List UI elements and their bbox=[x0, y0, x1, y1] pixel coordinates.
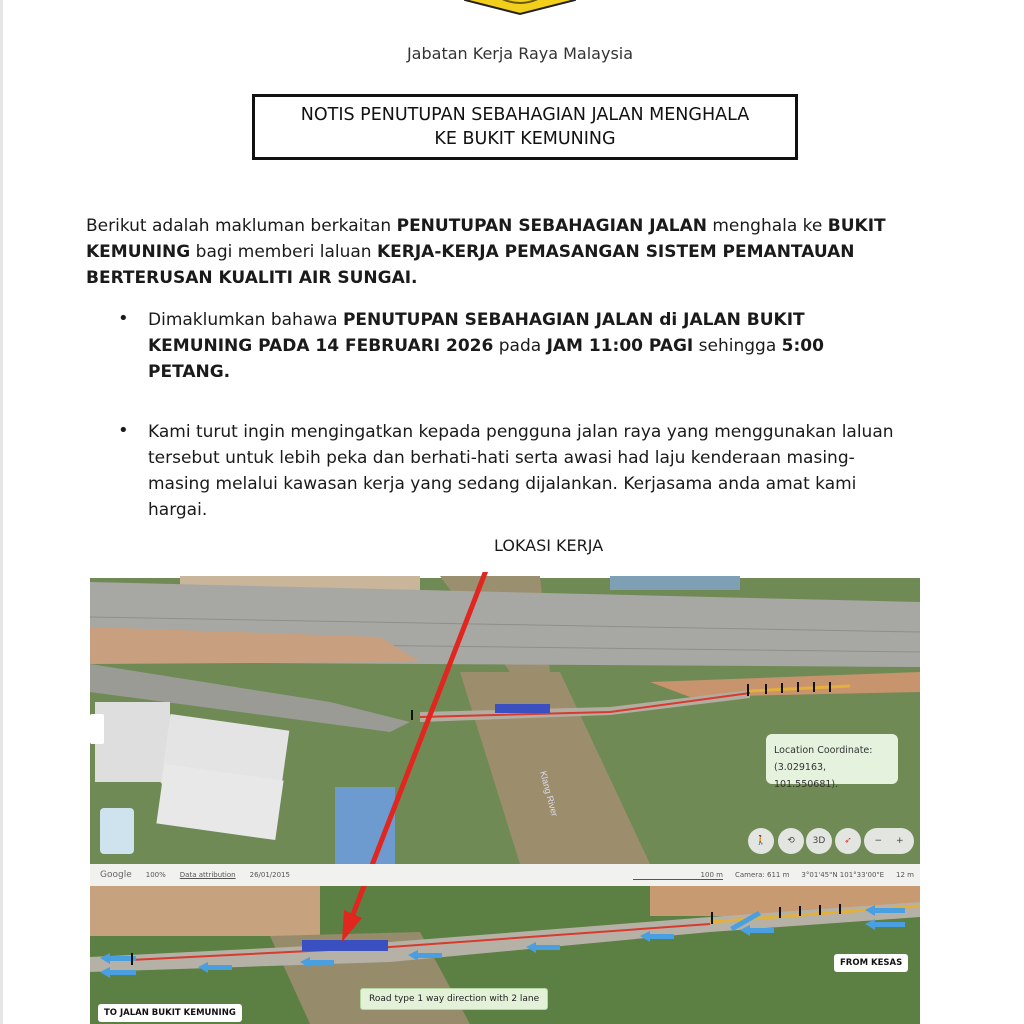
rotate-icon: ⟲ bbox=[787, 836, 795, 846]
scale-bar: 100 m bbox=[633, 871, 723, 880]
zoom-in-button[interactable]: + bbox=[896, 836, 904, 846]
agency-name: Jabatan Kerja Raya Malaysia bbox=[406, 44, 634, 63]
river-label: Klang River bbox=[538, 769, 560, 818]
bullet-reminder: Kami turut ingin mengingatkan kepada pengguna jalan raya yang menggunakan laluan tersebut untuk lebih peka dan berhati-hati serta awasi had laju kenderaan masing-masing melalui kawasan kerja yang sedang dijalankan. Kerjasama anda amat kami hargai. bbox=[148, 422, 894, 520]
bold-text: PENUTUPAN SEBAHAGIAN JALAN di JALAN BUKIT KEMUNING PADA 14 FEBRUARI 2026 bbox=[148, 310, 805, 356]
cursor-coordinates: 3°01'45"N 101°33'00"E bbox=[801, 870, 885, 879]
zoom-level: 100% bbox=[145, 871, 166, 879]
compass-button[interactable] bbox=[835, 828, 861, 854]
text: Berikut adalah makluman berkaitan bbox=[86, 216, 397, 236]
rotate-button[interactable] bbox=[778, 828, 804, 854]
text: pada bbox=[493, 336, 547, 356]
camera-altitude: Camera: 611 m bbox=[734, 870, 790, 879]
site-map bbox=[90, 572, 920, 1024]
zoom-controls bbox=[864, 828, 914, 854]
pegman-icon: 🚶 bbox=[755, 836, 767, 846]
layer-thumbnail bbox=[100, 808, 134, 854]
text: Dimaklumkan bahawa bbox=[148, 310, 343, 330]
notice-title bbox=[252, 94, 798, 160]
closure-zone-bottom bbox=[302, 940, 388, 951]
bullet-dot: • bbox=[118, 420, 129, 441]
3d-label: 3D bbox=[812, 836, 826, 846]
side-toggle bbox=[90, 714, 104, 744]
data-attribution-link[interactable]: Data attribution bbox=[179, 871, 236, 879]
google-brand: Google bbox=[100, 870, 132, 880]
bullet-dot: • bbox=[118, 308, 129, 329]
text: sehingga bbox=[693, 336, 782, 356]
street-view-button[interactable] bbox=[748, 828, 774, 854]
zoom-out-button[interactable]: − bbox=[874, 836, 882, 846]
bold-text: KERJA-KERJA PEMASANGAN SISTEM PEMANTAUAN BERTERUSAN KUALITI AIR SUNGAI. bbox=[86, 242, 855, 288]
3d-button[interactable] bbox=[806, 828, 832, 854]
bold-text: BUKIT KEMUNING bbox=[86, 216, 886, 262]
intro-paragraph bbox=[86, 213, 916, 291]
building bbox=[95, 702, 170, 782]
jkr-logo bbox=[450, 0, 590, 16]
coordinate-title: Location Coordinate: bbox=[774, 745, 873, 756]
closure-zone bbox=[495, 704, 550, 713]
compass-icon: ➶ bbox=[844, 836, 852, 846]
google-status-bar bbox=[90, 864, 920, 886]
bullet-closure-date bbox=[148, 307, 908, 385]
page-edge bbox=[0, 0, 3, 1024]
road-type-label: Road type 1 way direction with 2 lane bbox=[360, 988, 548, 1010]
title-line-1: NOTIS PENUTUPAN SEBAHAGIAN JALAN MENGHALA bbox=[300, 105, 750, 125]
coordinate-value: (3.029163, 101.550681). bbox=[774, 762, 839, 790]
text: menghala ke bbox=[706, 216, 828, 236]
imagery-date: 26/01/2015 bbox=[249, 871, 290, 879]
bold-text: JAM 11:00 PAGI bbox=[546, 336, 694, 356]
pointer-label: LOKASI KERJA bbox=[494, 536, 604, 555]
bold-text: PENUTUPAN SEBAHAGIAN JALAN bbox=[396, 216, 707, 236]
bold-text: 5:00 PETANG. bbox=[148, 336, 824, 382]
elevation: 12 m bbox=[896, 870, 914, 879]
title-line-2: KE BUKIT KEMUNING bbox=[434, 129, 616, 149]
text: bagi memberi laluan bbox=[190, 242, 377, 262]
location-coordinate-box bbox=[766, 734, 898, 790]
to-bukit-kemuning-label: TO JALAN BUKIT KEMUNING bbox=[98, 1004, 242, 1022]
from-kesas-label: FROM KESAS bbox=[834, 954, 908, 972]
